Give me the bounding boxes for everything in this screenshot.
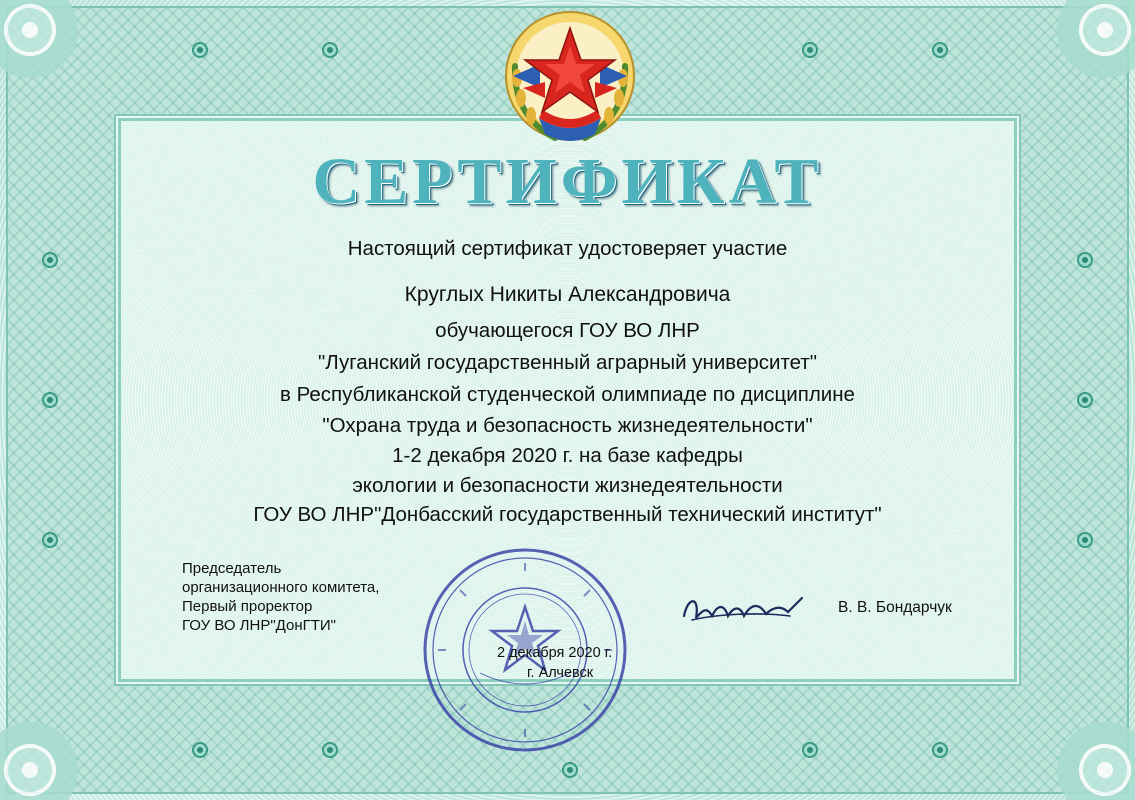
- rosette-ornament: [560, 760, 580, 780]
- rosette-ornament: [800, 40, 820, 60]
- body-line: в Республиканской студенческой олимпиаде по дисциплине: [280, 383, 855, 406]
- rosette-ornament: [320, 40, 340, 60]
- position-line: организационного комитета,: [182, 579, 380, 596]
- coat-of-arms-emblem: [495, 6, 645, 154]
- rosette-ornament: [190, 740, 210, 760]
- rosette-ornament: [190, 40, 210, 60]
- certificate-title: СЕРТИФИКАТ: [312, 145, 823, 218]
- rosette-ornament: [930, 40, 950, 60]
- body-line: экологии и безопасности жизнедеятельности: [352, 474, 783, 497]
- issue-date: 2 декабря 2020 г.: [497, 645, 613, 661]
- body-line: ГОУ ВО ЛНР"Донбасский государственный технический институт": [253, 503, 882, 526]
- rosette-ornament: [930, 740, 950, 760]
- rosette-ornament: [800, 740, 820, 760]
- body-line: "Луганский государственный аграрный университет": [317, 351, 818, 374]
- handwritten-signature: [678, 590, 808, 630]
- rosette-ornament: [320, 740, 340, 760]
- signatory-position: [182, 559, 379, 635]
- body-line: 1-2 декабря 2020 г. на базе кафедры: [392, 444, 743, 467]
- rosette-ornament: [1075, 530, 1095, 550]
- issue-place: г. Алчевск: [527, 665, 594, 681]
- position-line: Председатель: [182, 560, 282, 577]
- intro-text: Настоящий сертификат удостоверяет участие: [347, 237, 788, 260]
- body-line: "Охрана труда и безопасность жизнедеятельности": [322, 414, 813, 437]
- body-line: обучающегося ГОУ ВО ЛНР: [435, 319, 700, 342]
- position-line: ГОУ ВО ЛНР"ДонГТИ": [182, 617, 337, 634]
- signatory-name: В. В. Бондарчук: [838, 599, 952, 616]
- position-line: Первый проректор: [182, 598, 313, 615]
- rosette-ornament: [40, 530, 60, 550]
- recipient-name: Круглых Никиты Александровича: [404, 283, 731, 306]
